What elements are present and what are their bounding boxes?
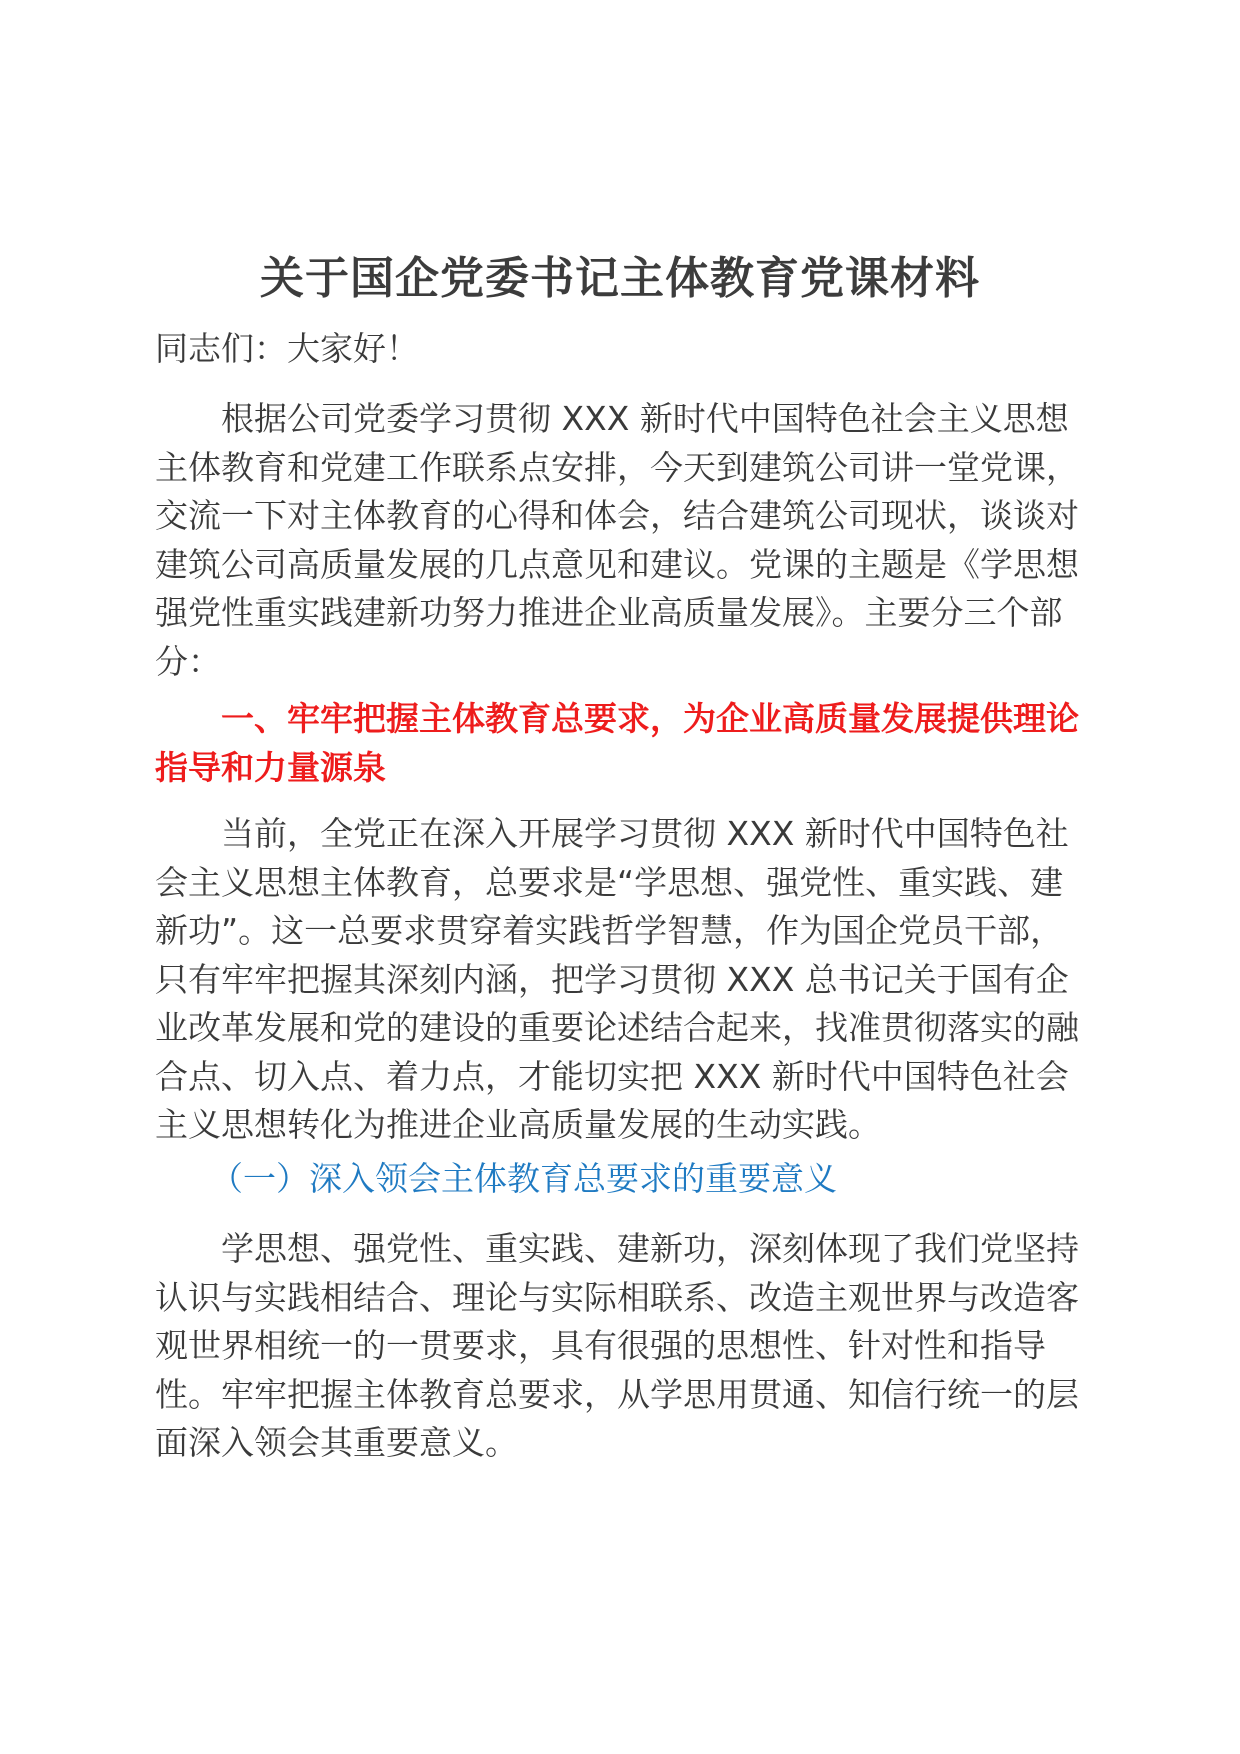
section-heading-1: 一、牢牢把握主体教育总要求，为企业高质量发展提供理论指导和力量源泉 xyxy=(155,699,1079,787)
paragraph-section-1: 当前，全党正在深入开展学习贯彻 XXX 新时代中国特色社会主义思想主体教育，总要求是“学思想、强党性、重实践、建新功”。这一总要求贯穿着实践哲学智慧，作为国企党员干部，只有牢牢把握其深刻内涵，把学习贯彻 XXX 总书记关于国有企业改革发展和党的建设的重要论述结合起来，找准贯彻落实的融合点、切入点、着力点，才能切实把 XXX 新时代中国特色社会主义思想转化为推进企业高质量发展的生动实践。 xyxy=(155,814,1079,1144)
paragraph-subsection-1: 学思想、强党性、重实践、建新功，深刻体现了我们党坚持认识与实践相结合、理论与实际相联系、改造主观世界与改造客观世界相统一的一贯要求，具有很强的思想性、针对性和指导性。牢牢把握主体教育总要求，从学思用贯通、知信行统一的层面深入领会其重要意义。 xyxy=(155,1229,1079,1462)
document-title: 关于国企党委书记主体教育党课材料 xyxy=(260,253,980,304)
greeting: 同志们：大家好！ xyxy=(155,329,419,368)
subsection-heading-1: （一）深入领会主体教育总要求的重要意义 xyxy=(210,1159,837,1198)
paragraph-intro: 根据公司党委学习贯彻 XXX 新时代中国特色社会主义思想主体教育和党建工作联系点安排，今天到建筑公司讲一堂党课，交流一下对主体教育的心得和体会，结合建筑公司现状，谈谈对建筑公司高质量发展的几点意见和建议。党课的主题是《学思想强党性重实践建新功努力推进企业高质量发展》。主要分三个部分： xyxy=(155,399,1079,681)
